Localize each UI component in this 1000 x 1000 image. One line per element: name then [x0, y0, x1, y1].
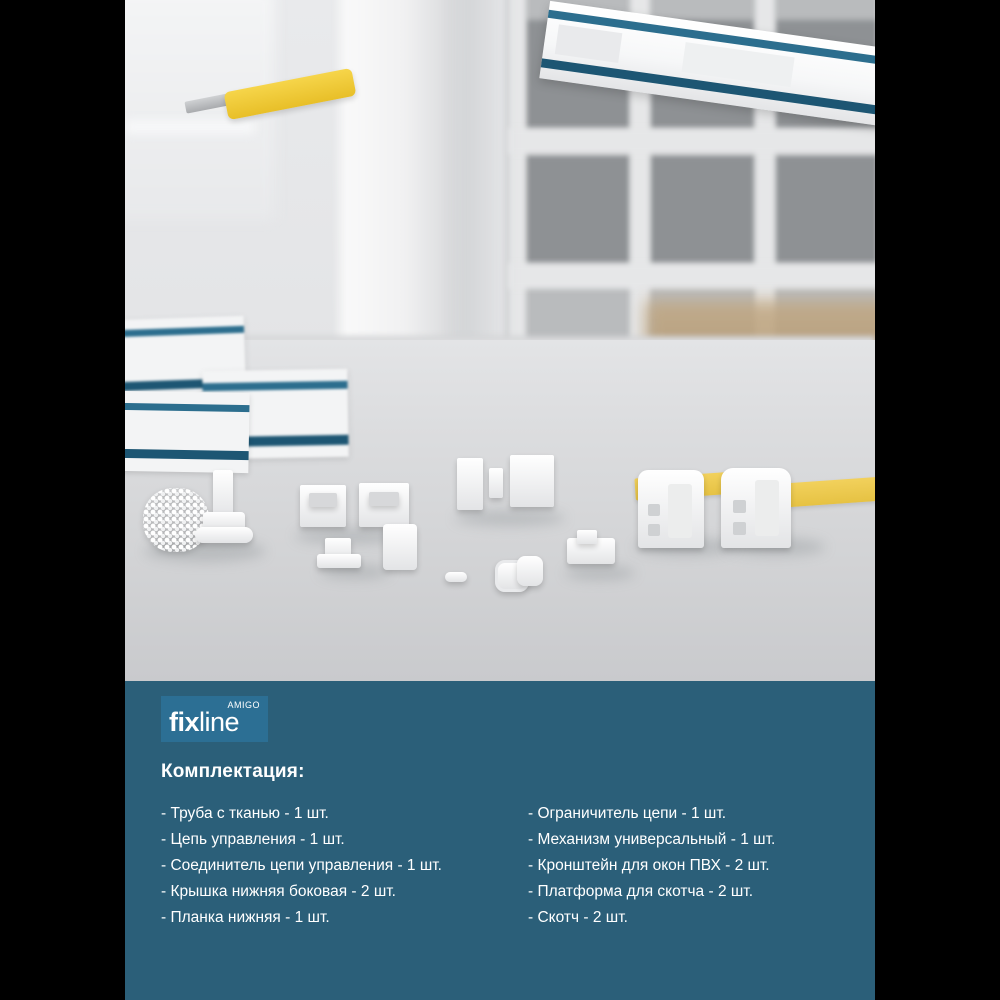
- chain-connector: [213, 470, 233, 518]
- product-box: [125, 391, 250, 473]
- spec-panel: [125, 681, 875, 1000]
- universal-mechanism-pin: [489, 468, 503, 498]
- shelf-board: [508, 263, 875, 289]
- list-item: - Кронштейн для окон ПВХ - 2 шт.: [528, 857, 770, 874]
- product-photo: [125, 0, 875, 681]
- brand-fix-text: fix: [169, 707, 200, 737]
- window-sill: [125, 120, 255, 134]
- brand-line-text: line: [199, 707, 240, 737]
- brand-logo: [161, 696, 268, 742]
- list-item: - Крышка нижняя боковая - 2 шт.: [161, 883, 396, 900]
- list-item: - Цепь управления - 1 шт.: [161, 831, 345, 848]
- list-item: - Труба с тканью - 1 шт.: [161, 805, 329, 822]
- shelf-cell: [775, 155, 875, 265]
- chain-stopper: [517, 556, 543, 586]
- tape-platform-tab: [577, 530, 597, 544]
- shelf-upright: [508, 0, 526, 370]
- list-item: - Соединитель цепи управления - 1 шт.: [161, 857, 442, 874]
- brand-amigo-text: AMIGO: [227, 700, 260, 710]
- pvc-window-bracket: [638, 470, 704, 548]
- small-clip: [445, 572, 467, 582]
- brand-fixline-text: [169, 707, 239, 738]
- list-item: - Механизм универсальный - 1 шт.: [528, 831, 776, 848]
- kit-list-left: [161, 801, 442, 931]
- list-item: - Ограничитель цепи - 1 шт.: [528, 805, 727, 822]
- list-item: - Платформа для скотча - 2 шт.: [528, 883, 753, 900]
- wall-column-edge: [455, 0, 505, 370]
- chain-limiter: [383, 524, 417, 570]
- shelf-board: [508, 128, 875, 154]
- shelf-cell: [525, 155, 630, 265]
- list-item: - Скотч - 2 шт.: [528, 909, 628, 926]
- universal-mechanism: [510, 455, 554, 507]
- list-item: - Планка нижняя - 1 шт.: [161, 909, 330, 926]
- universal-mechanism-part: [457, 458, 483, 510]
- chain-connector-disc: [195, 527, 253, 543]
- pvc-window-bracket: [721, 468, 791, 548]
- shelf-cell: [650, 155, 755, 265]
- wall-column: [340, 0, 458, 370]
- kit-title: Комплектация:: [161, 761, 305, 782]
- kit-list-right: [528, 801, 775, 931]
